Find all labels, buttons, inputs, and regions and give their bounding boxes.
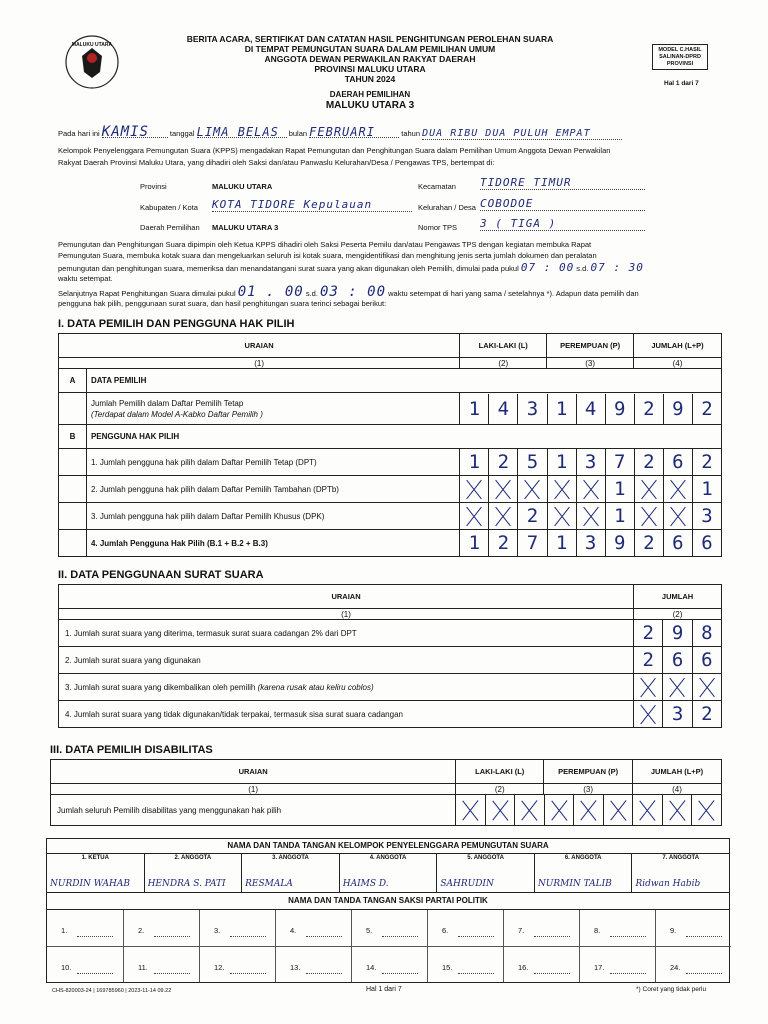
digit-box: 6 xyxy=(663,449,692,475)
witness-number: 1. xyxy=(61,926,68,935)
s1-spacer xyxy=(59,449,87,476)
s3-header-laki: LAKI-LAKI (L) xyxy=(456,760,544,784)
witness-dotline xyxy=(230,936,266,937)
s1-code-b: B xyxy=(59,425,87,449)
p1-time-end: 07 : 30 xyxy=(590,261,644,274)
provinsi-label: Provinsi xyxy=(140,182,167,191)
signature-area xyxy=(46,838,730,983)
digit-box: 1 xyxy=(692,476,721,502)
witness-cell xyxy=(47,910,123,946)
crossed-digit-box xyxy=(544,795,574,825)
witness-dotline xyxy=(458,973,494,974)
signature-name: Ridwan Habib xyxy=(635,879,701,889)
crossed-digit-box xyxy=(547,503,576,529)
crossed-digit-box xyxy=(634,701,662,727)
digit-box: 3 xyxy=(576,530,605,556)
witness-cell xyxy=(655,946,731,982)
p2-time-end: 03 : 00 xyxy=(320,284,387,300)
signature-title: NAMA DAN TANDA TANGAN KELOMPOK PENYELENGGARA PEMUNGUTAN SUARA xyxy=(227,841,549,850)
s1-spacer xyxy=(59,476,87,503)
s2-row-2: 2. Jumlah surat suara yang digunakan xyxy=(59,647,634,674)
s1-header-uraian: URAIAN xyxy=(59,334,460,358)
kabupaten-value: KOTA TIDORE Kepulauan xyxy=(212,198,412,212)
crossed-digit-box xyxy=(514,795,544,825)
digit-box: 5 xyxy=(517,449,546,475)
signature-name: RESMALA xyxy=(245,879,293,889)
signature-name: HAIMS D. xyxy=(342,879,389,889)
witness-number: 7. xyxy=(518,926,525,935)
dapil-label: Daerah Pemilihan xyxy=(140,223,200,232)
digit-box: 2 xyxy=(488,530,517,556)
s1-colnum-2: (2) xyxy=(460,358,547,369)
s1-colnum-4: (4) xyxy=(634,358,722,369)
digit-box: 8 xyxy=(692,620,721,646)
digit-box: 2 xyxy=(634,394,663,424)
digit-box: 6 xyxy=(692,530,721,556)
p1-time-start: 07 : 00 xyxy=(520,261,575,274)
witness-cell xyxy=(199,910,275,946)
s2-row-3-values xyxy=(634,674,722,701)
footer-page: Hal 1 dari 7 xyxy=(366,986,402,993)
signature-cell xyxy=(339,854,437,892)
witness-cell xyxy=(199,946,275,982)
crossed-digit-box xyxy=(456,795,485,825)
signature-role: 6. ANGGOTA xyxy=(564,855,602,861)
paragraph-2c: pengguna hak pilih, penggunaan surat suara, dan hasil penghitungan suara terinci sebagai berikut: xyxy=(58,299,387,308)
crossed-digit-box xyxy=(663,476,692,502)
paragraph-1c-line xyxy=(58,263,748,274)
section-1-title: I. DATA PEMILIH DAN PENGGUNA HAK PILIH xyxy=(58,318,295,330)
page-label-top: Hal 1 dari 7 xyxy=(664,80,699,87)
witness-cell xyxy=(351,910,427,946)
tps-label: Nomor TPS xyxy=(418,223,458,232)
kpu-logo xyxy=(64,34,120,90)
footer-code: CHS-820003-24 | 169785960 | 2023-11-14 09.22 xyxy=(52,988,172,994)
s2-header-jumlah: JUMLAH xyxy=(634,585,722,609)
signature-row xyxy=(47,853,729,893)
digit-box: 2 xyxy=(692,449,721,475)
s1-spacer xyxy=(59,503,87,530)
witness-number: 10. xyxy=(61,963,72,972)
witness-number: 11. xyxy=(138,963,148,972)
intro-line-1 xyxy=(58,124,738,140)
signature-name: NURMIN TALIB xyxy=(537,879,612,889)
s2-row-1: 1. Jumlah surat suara yang diterima, termasuk surat suara cadangan 2% dari DPT xyxy=(59,620,634,647)
header-title-4: PROVINSI MALUKU UTARA xyxy=(314,64,426,74)
crossed-digit-box xyxy=(634,503,663,529)
digit-boxes xyxy=(460,503,721,529)
s1-row-b3: 3. Jumlah pengguna hak pilih dalam Daftar Pemilih Khusus (DPK) xyxy=(86,503,459,530)
signature-cell xyxy=(144,854,242,892)
s3-header-jumlah: JUMLAH (L+P) xyxy=(633,760,722,784)
s2-header-uraian: URAIAN xyxy=(59,585,634,609)
witness-number: 16. xyxy=(518,963,529,972)
signature-cell xyxy=(436,854,534,892)
witness-cell xyxy=(275,910,351,946)
paragraph-1d: waktu setempat. xyxy=(58,274,113,283)
model-box-text: MODEL C.HASIL SALINAN-DPRD PROVINSI xyxy=(658,47,702,67)
crossed-digit-box xyxy=(662,674,691,700)
digit-box: 6 xyxy=(662,647,691,673)
tahun-label: tahun xyxy=(401,129,421,138)
digit-boxes xyxy=(634,701,721,727)
footer-note: *) Coret yang tidak perlu xyxy=(636,986,707,993)
digit-boxes xyxy=(634,674,721,700)
witness-cell xyxy=(427,946,503,982)
digit-box: 1 xyxy=(605,476,634,502)
witness-cell xyxy=(655,910,731,946)
signature-role: 1. KETUA xyxy=(81,855,109,861)
signature-cell xyxy=(241,854,339,892)
s1-colnum-1: (1) xyxy=(59,358,460,369)
digit-box: 3 xyxy=(662,701,691,727)
dapil-value: MALUKU UTARA 3 xyxy=(212,223,279,232)
witness-dotline xyxy=(610,936,646,937)
paragraph-1b: Pemungutan Suara, membuka kotak suara dan mengeluarkan seluruh isi kotak suara, mengidentifikasi dan menghitung jenis serta jumlah dokumen dan peralatan xyxy=(58,251,597,260)
s1-header-perempuan: PEREMPUAN (P) xyxy=(547,334,634,358)
witness-dotline xyxy=(77,936,113,937)
p2-sd: s.d. xyxy=(305,289,318,298)
pada-hari-ini-label: Pada hari ini xyxy=(58,129,100,138)
tahun-value: DUA RIBU DUA PULUH EMPAT xyxy=(422,129,622,140)
crossed-digit-box xyxy=(663,503,692,529)
bulan-value: FEBRUARI xyxy=(309,127,399,138)
kabupaten-label: Kabupaten / Kota xyxy=(140,203,198,212)
digit-box: 4 xyxy=(488,394,517,424)
paragraph-2b: waktu setempat di hari yang sama / setelahnya *). Adapun data pemilih dan xyxy=(388,289,639,298)
digit-box: 6 xyxy=(663,530,692,556)
s1-colnum-3: (3) xyxy=(547,358,634,369)
digit-box: 2 xyxy=(517,503,546,529)
witness-number: 4. xyxy=(290,926,297,935)
witness-dotline xyxy=(77,973,113,974)
witness-number: 8. xyxy=(594,926,601,935)
crossed-digit-box xyxy=(547,476,576,502)
s3-row-1: Jumlah seluruh Pemilih disabilitas yang menggunakan hak pilih xyxy=(51,795,456,826)
digit-box: 3 xyxy=(576,449,605,475)
s1-row-b2: 2. Jumlah pengguna hak pilih dalam Daftar Pemilih Tambahan (DPTb) xyxy=(86,476,459,503)
digit-box: 2 xyxy=(634,530,663,556)
section-1-table xyxy=(58,333,722,557)
witness-number: 17. xyxy=(594,963,605,972)
s2-colnum-2: (2) xyxy=(634,609,722,620)
daerah-label: DAERAH PEMILIHAN xyxy=(329,90,411,99)
digit-boxes xyxy=(460,449,721,475)
digit-box: 1 xyxy=(468,451,481,473)
digit-box: 4 xyxy=(576,394,605,424)
witness-cell xyxy=(503,946,579,982)
witness-cell xyxy=(351,946,427,982)
s2-row-1-values xyxy=(634,620,722,647)
crossed-digit-box xyxy=(576,503,605,529)
s2-row-2-values xyxy=(634,647,722,674)
signature-cell xyxy=(631,854,729,892)
digit-box: 1 xyxy=(547,530,576,556)
s1-header-jumlah: JUMLAH (L+P) xyxy=(634,334,722,358)
witness-cell xyxy=(123,910,199,946)
bulan-label: bulan xyxy=(288,129,308,138)
witness-number: 2. xyxy=(138,926,145,935)
crossed-digit-box xyxy=(488,476,517,502)
s3-colnum-3: (3) xyxy=(544,784,633,795)
s1-row-a1-line1: Jumlah Pemilih dalam Daftar Pemilih Tetap xyxy=(90,398,244,408)
kelurahan-value: COBODOE xyxy=(480,197,645,211)
witness-cell xyxy=(579,946,655,982)
digit-box: 9 xyxy=(662,620,691,646)
crossed-digit-box xyxy=(573,795,603,825)
s1-code-a: A xyxy=(59,369,87,393)
s3-header-uraian: URAIAN xyxy=(51,760,456,784)
p2-time-start: 01 . 00 xyxy=(237,284,304,300)
digit-box: 1 xyxy=(547,394,576,424)
section-3-table xyxy=(50,759,722,826)
signature-name: SAHRUDIN xyxy=(440,879,494,889)
s1-row-b1-values xyxy=(460,449,722,476)
witness-number: 14. xyxy=(366,963,377,972)
provinsi-value: MALUKU UTARA xyxy=(212,182,273,191)
digit-box: 2 xyxy=(692,394,721,424)
crossed-digit-box xyxy=(460,476,488,502)
s2-row-4-values xyxy=(634,701,722,728)
digit-box: 2 xyxy=(642,649,654,671)
digit-box: 1 xyxy=(468,532,481,554)
witness-dotline xyxy=(382,973,418,974)
digit-box: 6 xyxy=(692,647,721,673)
witness-number: 5. xyxy=(366,926,373,935)
crossed-digit-box xyxy=(691,795,721,825)
digit-boxes xyxy=(460,476,721,502)
witness-dotline xyxy=(382,936,418,937)
witness-number: 3. xyxy=(214,926,221,935)
crossed-digit-box xyxy=(488,503,517,529)
s3-colnum-2: (2) xyxy=(456,784,544,795)
s1-label-a: DATA PEMILIH xyxy=(86,369,721,393)
crossed-digit-box xyxy=(634,476,663,502)
digit-box: 2 xyxy=(692,701,721,727)
model-box xyxy=(652,44,708,70)
s2-row-3-main: 3. Jumlah surat suara yang dikembalikan oleh pemilih xyxy=(65,682,256,692)
witness-dotline xyxy=(306,973,342,974)
witness-dotline xyxy=(154,973,190,974)
s2-row-3 xyxy=(59,674,634,701)
s3-row-1-values xyxy=(456,795,722,826)
header-title-2: DI TEMPAT PEMUNGUTAN SUARA DALAM PEMILIHAN UMUM xyxy=(244,44,496,54)
paragraph-2a: Selanjutnya Rapat Penghitungan Suara dimulai pukul xyxy=(58,289,236,298)
paragraph-1a: Pemungutan dan Penghitungan Suara dipimpin oleh Ketua KPPS dihadiri oleh Saksi Peserta Pemilu dan/atau Pengawas TPS dengan kegiatan membuka Rapat xyxy=(58,240,592,249)
signature-role: 2. ANGGOTA xyxy=(174,855,212,861)
s3-header-perempuan: PEREMPUAN (P) xyxy=(544,760,633,784)
header-title-3: ANGGOTA DEWAN PERWAKILAN RAKYAT DAERAH xyxy=(264,54,476,64)
kecamatan-value: TIDORE TIMUR xyxy=(480,176,645,190)
intro-line-3: Rakyat Daerah Provinsi Maluku Utara, yang dihadiri oleh Saksi dan/atau Panwaslu Kelurahan/Desa / Pengawas TPS, bertempat di: xyxy=(58,158,495,167)
crossed-digit-box xyxy=(632,795,662,825)
witness-dotline xyxy=(686,973,722,974)
s1-row-b1: 1. Jumlah pengguna hak pilih dalam Daftar Pemilih Tetap (DPT) xyxy=(86,449,459,476)
section-3-title: III. DATA PEMILIH DISABILITAS xyxy=(50,744,213,756)
s1-spacer xyxy=(59,530,87,557)
signature-role: 7. ANGGOTA xyxy=(662,855,700,861)
header-title-5: TAHUN 2024 xyxy=(344,74,396,84)
witness-cell xyxy=(503,910,579,946)
hari-value: KAMIS xyxy=(102,127,168,138)
witness-grid xyxy=(47,909,729,982)
digit-boxes xyxy=(460,530,721,556)
witness-number: 9. xyxy=(670,926,677,935)
crossed-digit-box xyxy=(460,503,488,529)
digit-box: 7 xyxy=(517,530,546,556)
witness-number: 15. xyxy=(442,963,453,972)
logo-text: MALUKU UTARA xyxy=(71,42,113,48)
witness-dotline xyxy=(534,936,570,937)
digit-box: 1 xyxy=(605,503,634,529)
s1-spacer xyxy=(59,393,87,425)
digit-box: 3 xyxy=(517,394,546,424)
s1-row-b4-values xyxy=(460,530,722,557)
witness-cell xyxy=(427,910,503,946)
digit-box: 9 xyxy=(663,394,692,424)
paragraph-2a-line xyxy=(58,284,748,300)
s1-row-b2-values xyxy=(460,476,722,503)
s1-row-a1 xyxy=(86,393,459,425)
s1-header-laki: LAKI-LAKI (L) xyxy=(460,334,547,358)
tanggal-value: LIMA BELAS xyxy=(197,127,287,138)
witness-dotline xyxy=(686,936,722,937)
s3-colnum-4: (4) xyxy=(633,784,722,795)
signature-role: 5. ANGGOTA xyxy=(467,855,504,861)
witness-cell xyxy=(47,946,123,982)
digit-box: 9 xyxy=(605,530,634,556)
crossed-digit-box xyxy=(662,795,692,825)
crossed-digit-box xyxy=(576,476,605,502)
crossed-digit-box xyxy=(485,795,515,825)
digit-boxes xyxy=(460,394,721,424)
witness-dotline xyxy=(534,973,570,974)
signature-role: 3. ANGGOTA xyxy=(272,855,309,861)
digit-box: 9 xyxy=(605,394,634,424)
paragraph-1c: pemungutan dan penghitungan suara, memeriksa dan menandatangani surat suara yang akan digunakan oleh Pemilih, dimulai pada pukul xyxy=(58,264,519,273)
witness-number: 24. xyxy=(670,963,681,972)
digit-box: 2 xyxy=(634,449,663,475)
daerah-value: MALUKU UTARA 3 xyxy=(325,100,415,111)
witness-number: 6. xyxy=(442,926,449,935)
tanggal-label: tanggal xyxy=(169,129,195,138)
crossed-digit-box xyxy=(603,795,633,825)
digit-box: 1 xyxy=(468,397,481,420)
witness-dotline xyxy=(154,936,190,937)
s1-label-b: PENGGUNA HAK PILIH xyxy=(86,425,721,449)
kecamatan-label: Kecamatan xyxy=(418,182,456,191)
section-2-table xyxy=(58,584,722,728)
kelurahan-label: Kelurahan / Desa xyxy=(418,203,476,212)
witness-number: 13. xyxy=(290,963,301,972)
witness-dotline xyxy=(230,973,266,974)
digit-box: 3 xyxy=(692,503,721,529)
header-title-1: BERITA ACARA, SERTIFIKAT DAN CATATAN HASIL PENGHITUNGAN PEROLEHAN SUARA xyxy=(186,34,554,44)
digit-boxes xyxy=(456,795,721,825)
witness-dotline xyxy=(458,936,494,937)
crossed-digit-box xyxy=(692,674,721,700)
p1-sd: s.d. xyxy=(576,264,589,273)
s1-row-b4: 4. Jumlah Pengguna Hak Pilih (B.1 + B.2 + B.3) xyxy=(86,530,459,557)
s1-row-b3-values xyxy=(460,503,722,530)
digit-box: 7 xyxy=(605,449,634,475)
s2-row-3-note: (karena rusak atau keliru coblos) xyxy=(257,682,374,692)
digit-box: 2 xyxy=(642,622,654,644)
intro-line-2: Kelompok Penyelenggara Pemungutan Suara (KPPS) mengadakan Rapat Pemungutan dan Penghitungan Suara dalam Pemilihan Umum Anggota Dewan Perwakilan xyxy=(58,146,611,155)
s1-row-a1-values xyxy=(460,393,722,425)
section-2-title: II. DATA PENGGUNAAN SURAT SUARA xyxy=(58,569,264,581)
s2-colnum-1: (1) xyxy=(59,609,634,620)
digit-boxes xyxy=(634,620,721,646)
witness-title: NAMA DAN TANDA TANGAN SAKSI PARTAI POLITIK xyxy=(288,896,488,905)
witness-dotline xyxy=(610,973,646,974)
witness-number: 12. xyxy=(214,963,225,972)
witness-cell xyxy=(123,946,199,982)
crossed-digit-box xyxy=(517,476,546,502)
witness-cell xyxy=(275,946,351,982)
digit-box: 1 xyxy=(547,449,576,475)
signature-name: HENDRA S. PATI xyxy=(147,879,226,889)
s3-colnum-1: (1) xyxy=(51,784,456,795)
tps-value: 3 ( TIGA ) xyxy=(480,217,645,231)
witness-dotline xyxy=(306,936,342,937)
crossed-digit-box xyxy=(634,674,662,700)
digit-boxes xyxy=(634,647,721,673)
signature-role: 4. ANGGOTA xyxy=(369,855,407,861)
witness-cell xyxy=(579,910,655,946)
signature-cell xyxy=(534,854,632,892)
signature-name: NURDIN WAHAB xyxy=(50,879,131,889)
signature-cell xyxy=(47,854,144,892)
s2-row-4: 4. Jumlah surat suara yang tidak digunakan/tidak terpakai, termasuk sisa surat suara cadangan xyxy=(59,701,634,728)
s1-row-a1-line2: (Terdapat dalam Model A-Kabko Daftar Pemilih ) xyxy=(90,409,263,419)
digit-box: 2 xyxy=(488,449,517,475)
